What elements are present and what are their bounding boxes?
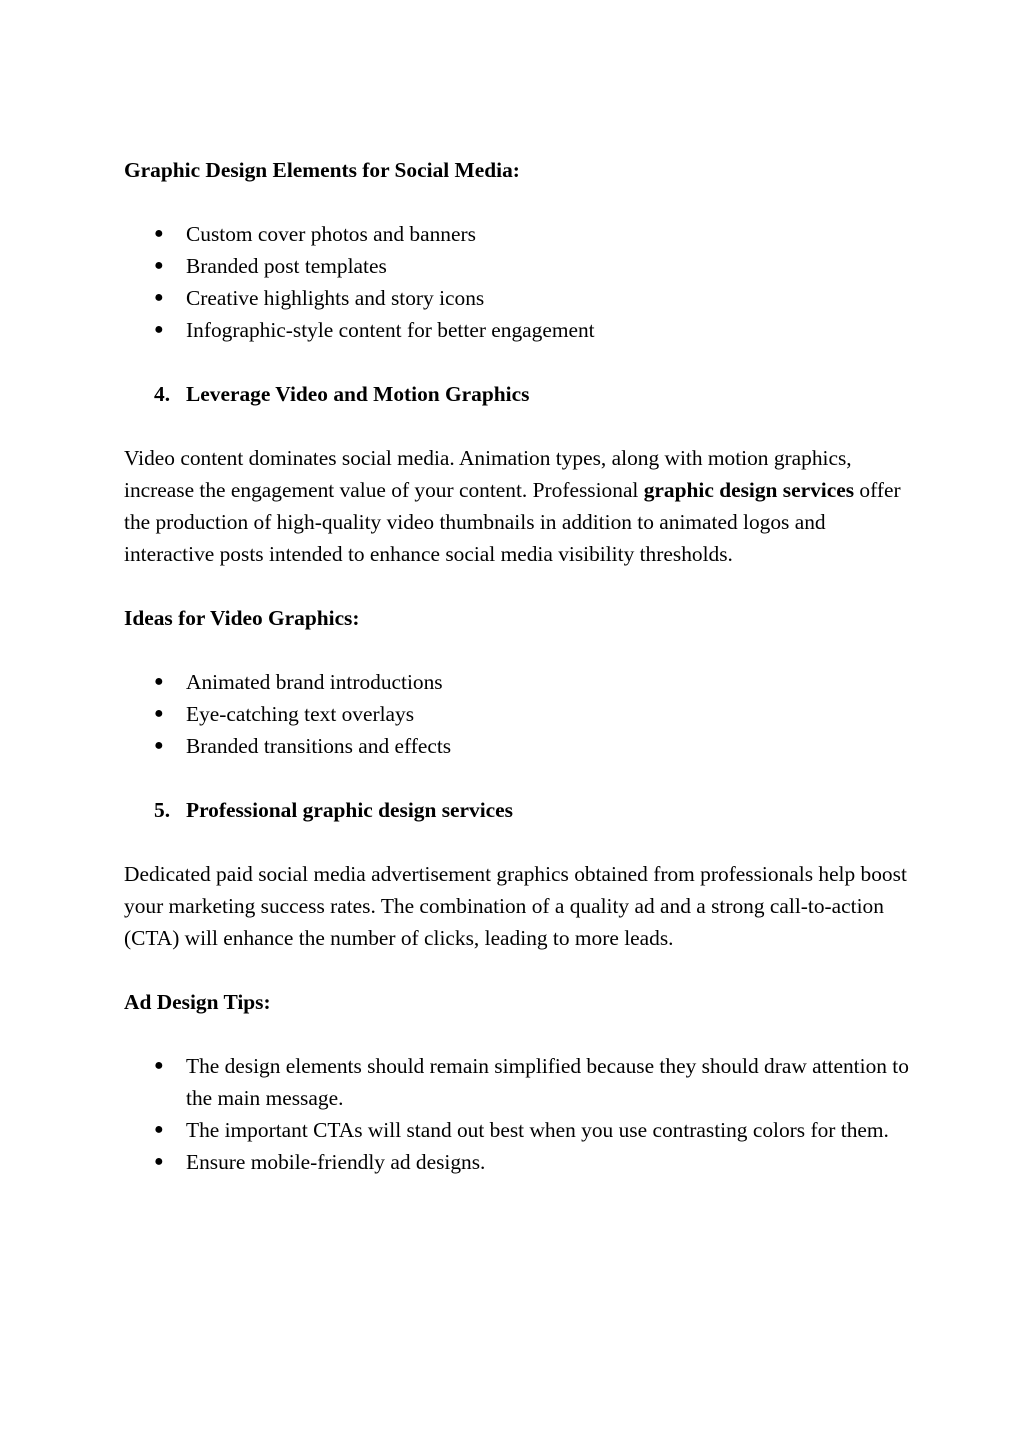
list-item: ● The design elements should remain simplified because they should draw attention to the main message.: [124, 1050, 914, 1114]
list-item: ● Custom cover photos and banners: [124, 218, 914, 250]
document-page: [124, 154, 914, 1178]
section-heading-video-ideas: Ideas for Video Graphics:: [124, 606, 360, 630]
bullet-icon: ●: [154, 289, 164, 306]
section-heading-ad-tips: Ad Design Tips:: [124, 990, 271, 1014]
list-item: ● Eye-catching text overlays: [124, 698, 914, 730]
list-item: ● Branded post templates: [124, 250, 914, 282]
bullet-icon: ●: [154, 1057, 164, 1074]
bullet-icon: ●: [154, 321, 164, 338]
heading-title: Leverage Video and Motion Graphics: [186, 382, 530, 406]
list-item: ● Ensure mobile-friendly ad designs.: [124, 1146, 914, 1178]
bullet-icon: ●: [154, 705, 164, 722]
heading-number: 4.: [154, 382, 171, 406]
list-item: ● Animated brand introductions: [124, 666, 914, 698]
bullet-icon: ●: [154, 225, 164, 242]
bullet-icon: ●: [154, 1121, 164, 1138]
video-paragraph: Video content dominates social media. Animation types, along with motion graphics, increase the engagement value of your content. Professional graphic design services offer the production of high-quality video thumbnails in addition to animated logos and interactive posts intended to enhance social media visibility thresholds.: [124, 446, 901, 566]
list-item: ● Infographic-style content for better engagement: [124, 314, 914, 346]
bold-keyword: graphic design services: [643, 478, 855, 502]
section-heading-graphic-design-elements: Graphic Design Elements for Social Media:: [124, 158, 520, 182]
numbered-heading-5: [124, 794, 914, 826]
bullet-icon: ●: [154, 1153, 164, 1170]
heading-title: Professional graphic design services: [186, 798, 513, 822]
bullet-icon: ●: [154, 673, 164, 690]
ad-paragraph: Dedicated paid social media advertisement graphics obtained from professionals help boost your marketing success rates. The combination of a quality ad and a strong call-to-action (CTA) will enhance the number of clicks, leading to more leads.: [124, 862, 907, 950]
numbered-heading-4: [124, 378, 914, 410]
bullet-icon: ●: [154, 257, 164, 274]
bullet-icon: ●: [154, 737, 164, 754]
list-item: ● The important CTAs will stand out best when you use contrasting colors for them.: [124, 1114, 914, 1146]
video-ideas-list: [124, 666, 914, 762]
graphic-elements-list: [124, 218, 914, 346]
list-item: ● Creative highlights and story icons: [124, 282, 914, 314]
ad-tips-list: [124, 1050, 914, 1178]
list-item: ● Branded transitions and effects: [124, 730, 914, 762]
heading-number: 5.: [154, 798, 171, 822]
